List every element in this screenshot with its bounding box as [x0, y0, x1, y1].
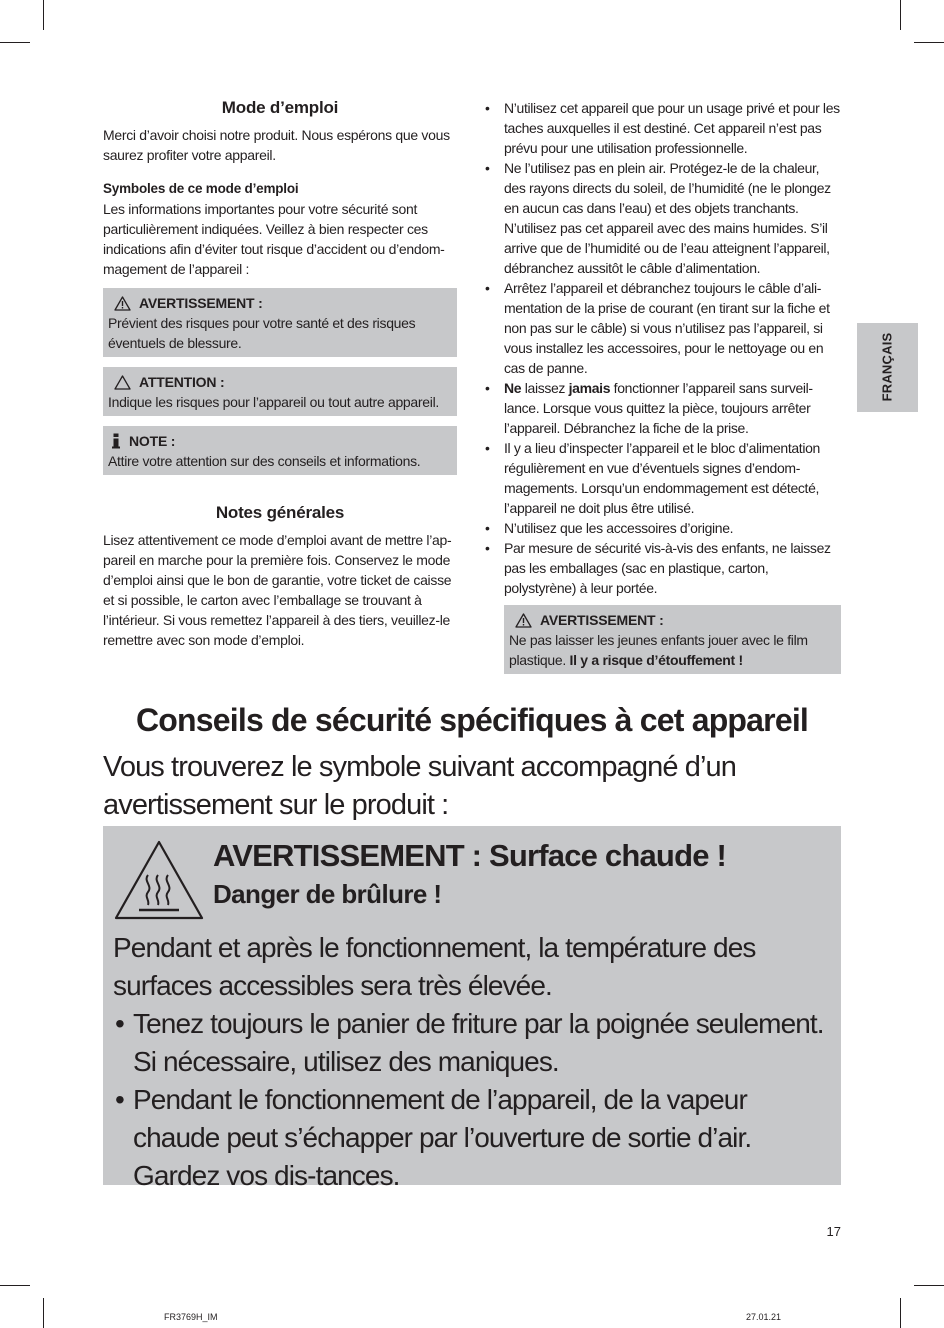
- attention-triangle-icon: [114, 375, 131, 390]
- list-item: • Il y a lieu d’inspecter l’appareil et le bloc d’alimentation régulièrement en vue d’éventuels signes d’endom-magements. Lorsqu’un endommagement est détecté, l’appareil ne doit plus être utilisé.: [485, 438, 841, 518]
- hot-surface-icon: [113, 839, 205, 921]
- warning-box-header: [108, 293, 452, 313]
- mode-emploi-text: Merci d’avoir choisi notre produit. Nous espérons que vous saurez profiter votre appareil.: [103, 127, 450, 163]
- footer-date: 27.01.21: [746, 1312, 782, 1322]
- note-box-title: NOTE :: [129, 433, 176, 449]
- mode-emploi-title: Mode d’emploi: [221, 98, 339, 117]
- suffocation-warning: Il y a risque d’étouffement !: [569, 652, 743, 668]
- text-span: fonctionner l’appareil sans surveil-lance. Lorsque vous quittez la pièce, toujours arrêter l’appareil. Débranchez la fiche de la prise.: [504, 380, 813, 436]
- warning-box-text: Prévient des risques pour votre santé et des risques éventuels de blessure.: [108, 315, 416, 351]
- intro-text: Vous trouverez le symbole suivant accompagné d’un avertissement sur le produit :: [103, 751, 736, 821]
- list-item: [485, 378, 841, 438]
- plastic-warning-title: AVERTISSEMENT :: [540, 612, 664, 628]
- footer-doc-id: FR3769H_IM: [164, 1312, 218, 1322]
- attention-box-header: [108, 372, 452, 392]
- crop-mark: [914, 1285, 944, 1286]
- crop-mark: [914, 42, 944, 43]
- plastic-warning-header: [509, 610, 836, 630]
- list-item: • N’utilisez cet appareil que pour un usage privé et pour les taches auxquelles il est destiné. Cet appareil n’est pas prévu pour une utilisation professionnelle.: [485, 98, 841, 158]
- list-item: • N’utilisez que les accessoires d’origine.: [485, 518, 841, 538]
- plastic-warning-box: [504, 605, 841, 674]
- crop-mark: [0, 42, 30, 43]
- crop-mark: [900, 1298, 901, 1328]
- crop-mark: [0, 1285, 30, 1286]
- notes-generales-text: Lisez attentivement ce mode d’emploi avant de mettre l’ap-pareil en marche pour la première fois. Conservez le mode d’emploi ainsi que le bon de garantie, votre ticket de caisse et si possible, le carton avec l’emballage se trouvant à l’intérieur. Si vous remettez l’appareil à des tiers, veuillez-le remettre avec son mode d’emploi.: [103, 532, 452, 648]
- notes-generales-title: Notes générales: [215, 503, 345, 522]
- burn-danger-subtitle: Danger de brûlure !: [213, 879, 442, 909]
- warning-triangle-icon: [515, 613, 532, 628]
- bold-ne: Ne: [504, 380, 522, 396]
- note-box: [103, 426, 457, 475]
- page-number: 17: [826, 1224, 841, 1239]
- right-column: [485, 98, 841, 674]
- plastic-warning-text: [509, 630, 836, 670]
- symbols-text: Les informations importantes pour votre sécurité sont particulièrement indiquées. Veillez à bien respecter ces indications afin d’éviter tout risque d’accident ou d’endom-magement de l’appareil :: [103, 201, 445, 277]
- warning-box-title: AVERTISSEMENT :: [139, 295, 263, 311]
- crop-mark: [900, 0, 901, 30]
- hot-surface-title: AVERTISSEMENT : Surface chaude !: [213, 838, 726, 873]
- bold-jamais: jamais: [568, 380, 611, 396]
- list-item: • Arrêtez l’appareil et débranchez toujours le câble d’ali-mentation de la prise de courant (en tirant sur la fiche et non pas sur le câble) si vous n’utilisez pas l’appareil, si vous installez les accessoires, pour le nettoyage ou en cas de panne.: [485, 278, 841, 378]
- info-icon: [111, 433, 121, 449]
- note-box-header: [108, 431, 452, 451]
- left-column: [103, 98, 457, 650]
- list-item: • Ne l’utilisez pas en plein air. Protégez-le de la chaleur, des rayons directs du soleil, de l’humidité (ne le plongez en aucun cas dans l’eau) et des objets tranchants. N’utilisez pas cet appareil avec des mains humides. S’il arrive que de l’humidité ou de l’eau atteignent l’appareil, débranchez aussitôt le câble d’alimentation.: [485, 158, 841, 278]
- list-item: • Pendant le fonctionnement de l’appareil, de la vapeur chaude peut s’échapper par l’ouverture de sortie d’air. Gardez vos dis-tances.: [113, 1081, 831, 1195]
- hot-surface-header: [113, 836, 831, 921]
- attention-box-text: Indique les risques pour l’appareil ou tout autre appareil.: [108, 394, 439, 410]
- crop-mark: [43, 1298, 44, 1328]
- crop-mark: [43, 0, 44, 30]
- hot-surface-warning-box: [103, 826, 841, 1191]
- hot-surface-titles: [213, 836, 726, 912]
- safety-list: [485, 98, 841, 598]
- symbols-title: Symboles de ce mode d’emploi: [103, 181, 299, 196]
- attention-box-title: ATTENTION :: [139, 374, 225, 390]
- text-span: laissez: [521, 380, 569, 396]
- warning-box: [103, 288, 457, 357]
- language-tab-label: FRANÇAIS: [879, 332, 895, 402]
- list-item: • Par mesure de sécurité vis-à-vis des enfants, ne laissez pas les emballages (sac en plastique, carton, polystyrène) à leur portée.: [485, 538, 841, 598]
- main-title: Conseils de sécurité spécifiques à cet appareil: [135, 702, 809, 738]
- note-box-text: Attire votre attention sur des conseils et informations.: [108, 453, 421, 469]
- language-tab: [857, 323, 918, 412]
- hot-surface-text: Pendant et après le fonctionnement, la température des surfaces accessibles sera très élevée.: [113, 932, 756, 1001]
- attention-box: [103, 367, 457, 416]
- warning-triangle-icon: [114, 296, 131, 311]
- text-span: Ne pas laisser les jeunes enfants jouer avec le film plastique.: [509, 632, 808, 668]
- hot-surface-list: [113, 1005, 831, 1195]
- list-item: • Tenez toujours le panier de friture par la poignée seulement. Si nécessaire, utilisez des maniques.: [113, 1005, 831, 1081]
